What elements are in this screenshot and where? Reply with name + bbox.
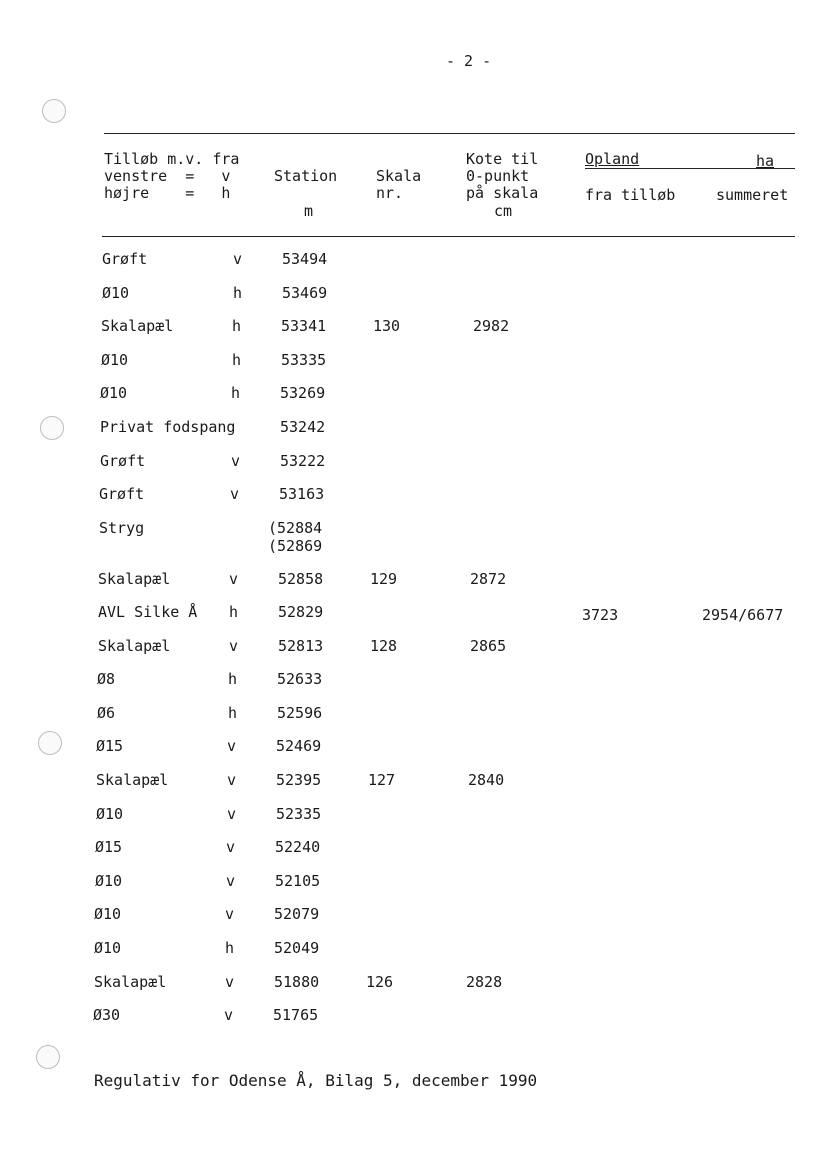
table-row [0,250,827,270]
row-station: 53242 [280,418,326,436]
row-side: v [227,771,237,789]
row-station: 52105 [275,872,321,890]
row-side: h [228,704,238,722]
row-side: h [228,670,238,688]
header-kote-2: 0-punkt [466,167,530,185]
row-name: Grøft [102,250,148,268]
row-station: 53335 [281,351,327,369]
row-station: 52469 [276,737,322,755]
row-side: v [229,570,239,588]
header-summeret: summeret [716,186,789,204]
row-name: Grøft [100,452,146,470]
row-name: Skalapæl [98,637,171,655]
footer-text: Regulativ for Odense Å, Bilag 5, december 1990 [94,1071,538,1090]
row-station: 52395 [276,771,322,789]
header-station: Station [274,167,338,185]
row-station: 52079 [274,905,320,923]
page-number: - 2 - [446,52,492,70]
table-row [0,973,827,993]
header-opland: Opland [585,150,640,168]
row-side: v [227,805,237,823]
header-station-unit: m [304,202,314,220]
row-station: (52884 [268,519,323,537]
row-name: Ø10 [100,384,128,402]
row-station: 52829 [278,603,324,621]
row-name: Ø15 [96,737,124,755]
table-row [0,351,827,371]
table-top-rule [104,133,795,134]
header-tilloeb: Tilløb m.v. fra [104,150,240,168]
row-name: Ø8 [97,670,116,688]
row-kote: 2982 [473,317,510,335]
header-fra-tilloeb: fra tilløb [585,186,676,204]
row-name: Skalapæl [98,570,171,588]
row-skala: 126 [366,973,394,991]
row-name: Ø10 [101,351,129,369]
row-side: h [232,351,242,369]
row-side: v [226,838,236,856]
table-row [0,771,827,791]
table-row [0,670,827,690]
row-name: Grøft [99,485,145,503]
punch-hole [36,1045,60,1069]
header-kote-3: på skala [466,184,539,202]
table-row [0,570,827,590]
table-row [0,418,827,438]
header-kote-4: cm [494,202,513,220]
row-side: v [225,905,235,923]
row-name: Privat fodspang [100,418,236,436]
row-station: 53341 [281,317,327,335]
row-skala: 129 [370,570,398,588]
row-name: Ø10 [94,939,122,957]
row-station: 52813 [278,637,324,655]
table-row [0,1006,827,1026]
row-side: v [231,452,241,470]
row-station-second: (52869 [268,537,323,555]
row-station: 52335 [276,805,322,823]
table-row [0,384,827,404]
row-station: 53269 [280,384,326,402]
row-side: h [233,284,243,302]
row-kote: 2828 [466,973,503,991]
row-side: v [224,1006,234,1024]
table-row [0,872,827,892]
table-row [0,317,827,337]
row-skala: 130 [373,317,401,335]
row-skala: 127 [368,771,396,789]
header-ha: ha [756,152,775,170]
row-station: 52596 [277,704,323,722]
row-station: 52858 [278,570,324,588]
table-row [0,603,827,623]
table-row [0,704,827,724]
row-name: Skalapæl [101,317,174,335]
row-name: AVL Silke Å [98,603,198,621]
row-station: 52240 [275,838,321,856]
row-station: 53222 [280,452,326,470]
table-row [0,737,827,757]
table-row [0,485,827,505]
table-row [0,452,827,472]
row-station: 53494 [282,250,328,268]
row-side: v [229,637,239,655]
header-kote-1: Kote til [466,150,539,168]
table-row [0,284,827,304]
row-kote: 2840 [468,771,505,789]
row-side: h [232,317,242,335]
table-row [0,519,827,555]
table-row [0,805,827,825]
row-side: v [226,872,236,890]
row-name: Skalapæl [96,771,169,789]
row-station: 52049 [274,939,320,957]
header-skala-nr: nr. [376,184,404,202]
row-side: h [225,939,235,957]
row-kote: 2872 [470,570,507,588]
row-side: h [231,384,241,402]
row-station: 51880 [274,973,320,991]
row-name: Ø15 [95,838,123,856]
row-name: Ø10 [95,872,123,890]
row-side: h [229,603,239,621]
table-row [0,637,827,657]
row-side: v [225,973,235,991]
row-station: 53469 [282,284,328,302]
table-header-rule [102,236,795,237]
header-skala: Skala [376,167,422,185]
header-venstre: venstre = v [104,167,231,185]
row-skala: 128 [370,637,398,655]
row-name: Ø10 [94,905,122,923]
table-row [0,939,827,959]
row-opland: 3723 [582,606,619,624]
row-name: Stryg [99,519,145,537]
row-summeret: 2954/6677 [702,606,784,624]
row-kote: 2865 [470,637,507,655]
row-name: Skalapæl [94,973,167,991]
row-name: Ø6 [97,704,116,722]
punch-hole [42,99,66,123]
header-hoejre: højre = h [104,184,231,202]
table-row [0,905,827,925]
row-side: v [233,250,243,268]
row-side: v [230,485,240,503]
table-row [0,838,827,858]
row-station: 53163 [279,485,325,503]
row-name: Ø10 [96,805,124,823]
row-side: v [227,737,237,755]
row-name: Ø10 [102,284,130,302]
row-station: 52633 [277,670,323,688]
row-name: Ø30 [93,1006,121,1024]
row-station: 51765 [273,1006,319,1024]
